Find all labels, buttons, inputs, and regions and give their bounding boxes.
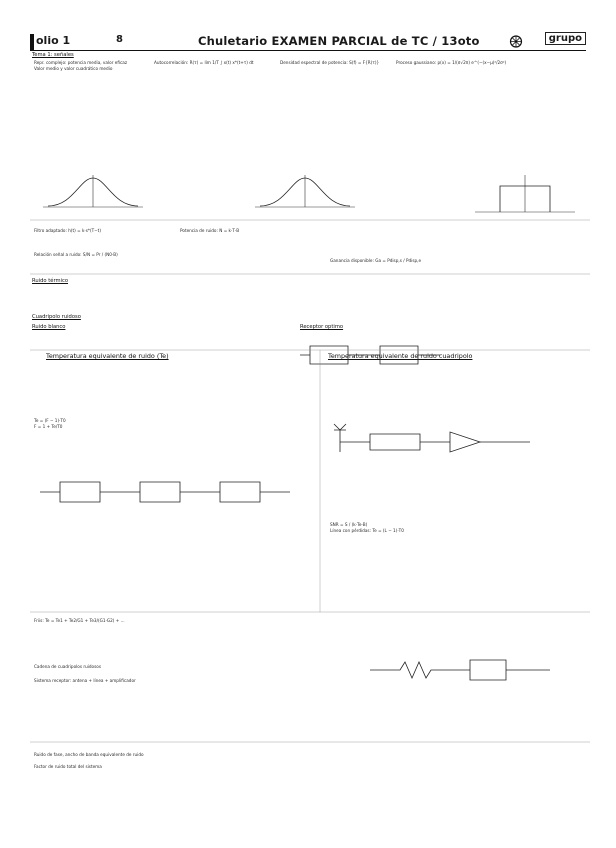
heading-ruido-blanco: Ruido blanco [32,324,66,330]
heading-ruido-termico: Ruido térmico [32,278,69,284]
note-line: Cadena de cuadripolos ruidosos [34,664,102,669]
note-line: Autocorrelación: R(τ) = lím 1/T ∫ x(t) x*(t+τ) dt [154,60,254,65]
note-line: Filtro adaptado: h(t) = k·s*(T−t) [34,228,101,233]
group-box: grupo [545,32,586,45]
heading-temp-eq: Temperatura equivalente de ruido (Te) [46,352,169,360]
heading-temp-eq-cuadripolo: Temperatura equivalente de ruido cuadripolo [328,352,473,360]
heading-receptor-optimo: Receptor optimo [300,324,344,330]
note-line: Proceso gaussiano: p(x) = 1/(σ√2π) e^(−(x−μ)²/2σ²) [396,60,507,65]
note-line: Relación señal a ruido: S/N = Pr / (N0·B) [34,252,118,257]
note-line: Valor medio y valor cuadrático medio [34,66,113,71]
page-title: Chuletario EXAMEN PARCIAL de TC / 13oto [198,34,480,48]
note-line: Repr. complejo: potencia media, valor eficaz [34,60,128,65]
page-header [30,34,586,51]
note-line: Potencia de ruido: N = k·T·B [180,228,240,233]
folio-label: olio 1 [36,34,71,47]
university-logo-icon [508,35,524,48]
heading-tema1: Tema 1: señales [32,52,74,58]
note-line: Ganancia disponible: Ga = Pdisp,s / Pdisp,e [330,258,422,263]
page-number: 8 [116,34,123,45]
note-line: F = 1 + Te/T0 [34,424,63,429]
note-line: Línea con pérdidas: Te = (L − 1)·T0 [330,528,404,533]
note-line: SNR = S / (k·Te·B) [330,522,368,527]
note-line: Friis: Te = Te1 + Te2/G1 + Te3/(G1·G2) + ... [34,618,125,623]
note-line: Sistema receptor: antena + línea + amplificador [34,678,136,683]
cheat-sheet-content [30,52,590,804]
note-line: Factor de ruido total del sistema [34,764,102,769]
note-line: Ruido de fase, ancho de banda equivalente de ruido [34,752,144,757]
note-line: Te = (F − 1)·T0 [34,418,66,423]
note-line: Densidad espectral de potencia: S(f) = F{R(τ)} [280,60,380,65]
section-dividers [30,52,590,804]
heading-cuadripolo: Cuadripolo ruidoso [32,314,81,320]
